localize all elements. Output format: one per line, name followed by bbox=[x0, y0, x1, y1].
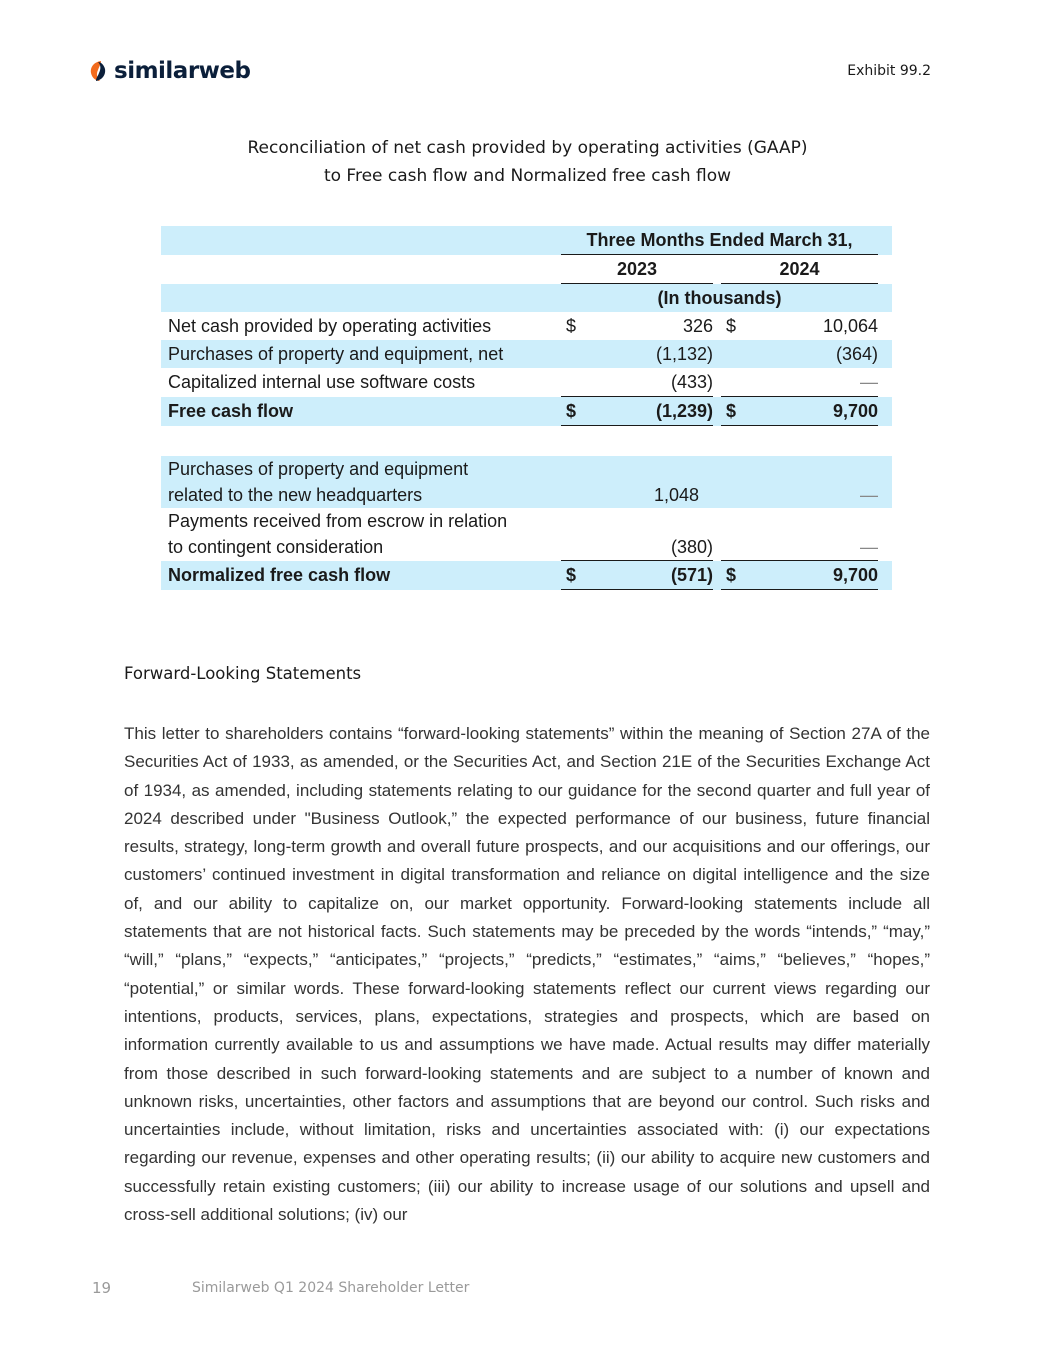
reconciliation-title-line2: to Free cash flow and Normalized free cash flow bbox=[323, 166, 732, 186]
row-label-line2: to contingent consideration bbox=[168, 537, 384, 558]
value-2023: (1,132) bbox=[591, 340, 713, 368]
table-row bbox=[161, 508, 892, 561]
reconciliation-title bbox=[0, 134, 1055, 190]
year-2024-header: 2024 bbox=[721, 255, 878, 284]
currency-symbol bbox=[721, 508, 751, 561]
currency-symbol bbox=[561, 368, 591, 397]
value-2024: 9,700 bbox=[751, 397, 878, 426]
value-2024: — bbox=[751, 508, 878, 561]
row-label bbox=[161, 508, 553, 561]
value-2024: — bbox=[751, 456, 878, 508]
period-header: Three Months Ended March 31, bbox=[561, 226, 878, 255]
row-label: Net cash provided by operating activities bbox=[168, 315, 492, 336]
forward-looking-body: This letter to shareholders contains “forward-looking statements” within the meaning of Section 27A of the Securities Act of 1933, as amended, or the Securities Act, and Section 21E of the Securities Exchange Act of 1934, as amended, including statements relating to our guidance for the second quarter and full year of 2024 described under "Business Outlook,” the expected performance of our business, future financial results, strategy, long-term growth and overall future prospects, and our acquisitions and our offerings, our customers’ continued investment in digital transformation and reliance on digital intelligence and the size of, and our ability to capitalize on, our market opportunity. Forward-looking statements include all statements that are not historical facts. Such statements may be preceded by the words “intends,” “may,” “will,” “plans,” “expects,” “anticipates,” “projects,” “predicts,” “estimates,” “aims,” “believes,” “hopes,” “potential,” or similar words. These forward-looking statements reflect our current views regarding our intentions, products, services, plans, expectations, strategies and prospects, which are based on information currently available to us and assumptions we have made. Actual results may differ materially from those described in such forward-looking statements and are subject to a number of known and unknown risks, uncertainties, other factors and assumptions that are beyond our control. Such risks and uncertainties include, without limitation, risks and uncertainties associated with: (i) our expectations regarding our revenue, expenses and other operating results; (ii) our ability to acquire new customers and successfully retain existing customers; (iii) our ability to increase usage of our solutions and upsell and cross-sell additional solutions; (iv) our bbox=[124, 724, 930, 1225]
free-cash-flow-table bbox=[161, 226, 892, 590]
value-2024: 9,700 bbox=[751, 561, 878, 590]
table-row bbox=[161, 456, 892, 508]
value-2023: (1,239) bbox=[591, 397, 713, 426]
currency-symbol bbox=[721, 368, 751, 397]
row-label-line1: Payments received from escrow in relation bbox=[168, 511, 508, 532]
value-2024: — bbox=[751, 368, 878, 397]
currency-symbol: $ bbox=[566, 315, 577, 336]
table-units-row bbox=[161, 284, 892, 313]
table-row bbox=[161, 312, 892, 340]
units-label: (In thousands) bbox=[561, 284, 878, 313]
row-label: Capitalized internal use software costs bbox=[168, 371, 476, 392]
row-label-line2: related to the new headquarters bbox=[168, 485, 423, 505]
currency-symbol: $ bbox=[561, 561, 591, 590]
table-row-normalized-free-cash-flow bbox=[161, 561, 892, 590]
currency-symbol bbox=[721, 340, 751, 368]
page-number: 19 bbox=[92, 1279, 112, 1297]
row-label: Normalized free cash flow bbox=[161, 561, 553, 590]
row-label: Purchases of property and equipment, net bbox=[161, 340, 553, 368]
logo-text: similarweb bbox=[114, 58, 251, 84]
value-2023: 1,048 bbox=[591, 456, 713, 508]
value-2023: 326 bbox=[682, 315, 713, 336]
forward-looking-heading: Forward-Looking Statements bbox=[124, 664, 362, 683]
value-2023: (571) bbox=[591, 561, 713, 590]
row-label: Free cash flow bbox=[161, 397, 553, 426]
reconciliation-title-line1: Reconciliation of net cash provided by operating activities (GAAP) bbox=[247, 138, 808, 158]
currency-symbol: $ bbox=[561, 397, 591, 426]
currency-symbol bbox=[561, 508, 591, 561]
company-logo bbox=[88, 58, 250, 84]
table-year-row bbox=[161, 255, 892, 284]
value-2024: (364) bbox=[751, 340, 878, 368]
table-header-row bbox=[161, 226, 892, 255]
currency-symbol: $ bbox=[721, 397, 751, 426]
row-label bbox=[161, 456, 553, 508]
year-2023-header: 2023 bbox=[561, 255, 713, 284]
value-2023: (380) bbox=[591, 508, 713, 561]
table-row bbox=[161, 340, 892, 368]
currency-symbol: $ bbox=[726, 315, 737, 336]
footer-doc-title: Similarweb Q1 2024 Shareholder Letter bbox=[192, 1280, 470, 1296]
exhibit-label: Exhibit 99.2 bbox=[847, 63, 931, 79]
value-2023: (433) bbox=[591, 368, 713, 397]
similarweb-logo-icon bbox=[88, 59, 108, 83]
table-spacer bbox=[161, 426, 892, 457]
currency-symbol: $ bbox=[721, 561, 751, 590]
table-row-free-cash-flow bbox=[161, 397, 892, 426]
value-2024: 10,064 bbox=[822, 315, 879, 336]
currency-symbol bbox=[561, 456, 591, 508]
row-label-line1: Purchases of property and equipment bbox=[168, 459, 469, 479]
currency-symbol bbox=[721, 456, 751, 508]
table-row bbox=[161, 368, 892, 397]
currency-symbol bbox=[561, 340, 591, 368]
